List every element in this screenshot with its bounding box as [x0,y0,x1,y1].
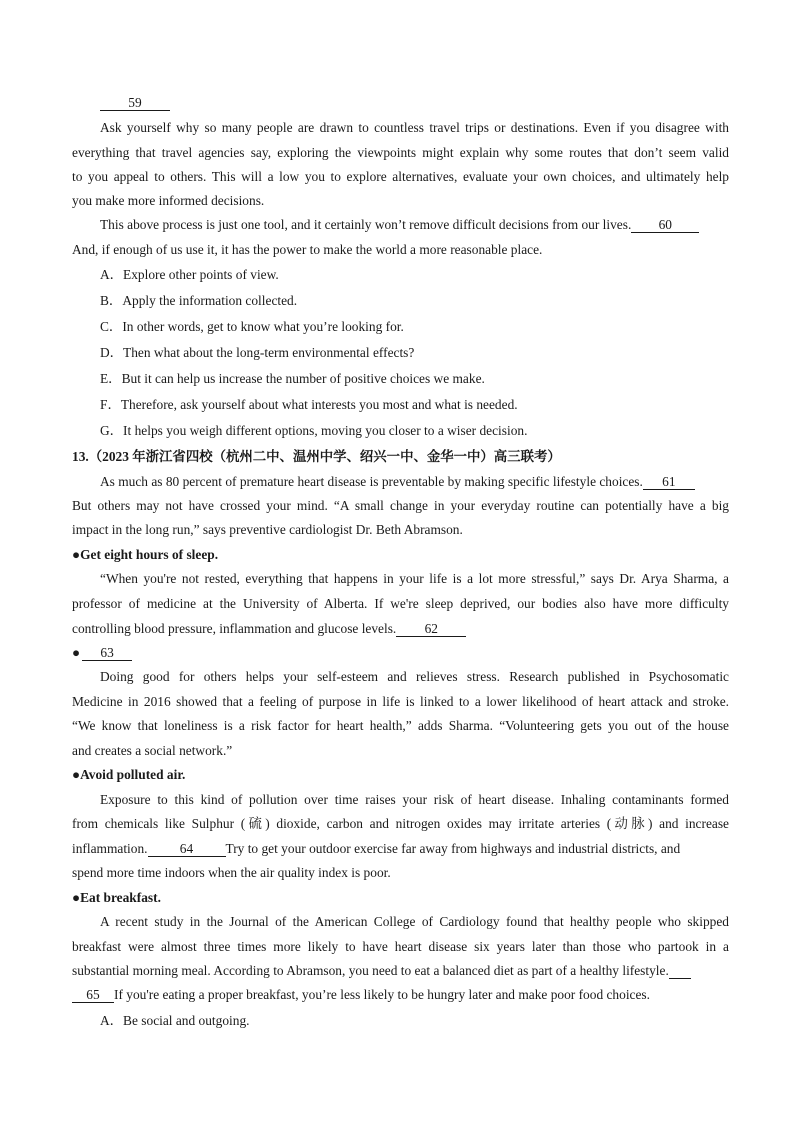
paragraph-line: to you appeal to others. This will a low you to explore alternatives, evaluate your own choices, and ultimately help [72,169,729,184]
paragraph-text: inflammation. [72,841,148,856]
paragraph-line [72,621,729,637]
option-d: D．Then what about the long-term environmental effects? [100,345,415,360]
paragraph-line [100,474,740,490]
paragraph-line: spend more time indoors when the air quality index is poor. [72,865,391,880]
paragraph-line [72,963,732,979]
paragraph-text: controlling blood pressure, inflammation and glucose levels. [72,621,397,636]
paragraph-line: “We know that loneliness is a risk factor for heart health,” adds Sharma. “Volunteering gets you out of the house [72,718,729,733]
blank-62: 62 [396,622,466,637]
section-heading [72,645,729,661]
bullet: ● [72,645,81,660]
paragraph-text: As much as 80 percent of premature heart disease is preventable by making specific lifestyle choices. [100,474,643,489]
blank-60: 60 [631,218,699,233]
paragraph-text: This above process is just one tool, and it certainly won’t remove difficult decisions from our lives. [100,217,632,232]
paragraph-line: everything that travel agencies say, exploring the viewpoints might explain why some routes that don’t seem valid [72,145,729,160]
paragraph-text: substantial morning meal. According to Abramson, you need to eat a balanced diet as part of a healthy lifestyle. [72,963,669,978]
paragraph-line: and creates a social network.” [72,743,233,758]
blank-63: 63 [82,646,132,661]
blank-61: 61 [643,475,695,490]
option-a: A．Explore other points of view. [100,267,279,282]
paragraph-line [100,217,760,233]
paragraph-line: Doing good for others helps your self-esteem and relieves stress. Research published in Psychosomatic [100,669,729,684]
section-heading: ●Avoid polluted air. [72,767,186,782]
paragraph-line: But others may not have crossed your mind. “A small change in your everyday routine can potentially have a big [72,498,729,513]
blank-59: 59 [100,96,170,111]
option-c: C．In other words, get to know what you’re looking for. [100,319,404,334]
blank-64: 64 [148,842,226,857]
paragraph-line: you make more informed decisions. [72,193,265,208]
paragraph-line: impact in the long run,” says preventive cardiologist Dr. Beth Abramson. [72,522,463,537]
paragraph-line [72,841,729,857]
option-g: G．It helps you weigh different options, moving you closer to a wiser decision. [100,423,528,438]
paragraph-text: If you're eating a proper breakfast, you’re less likely to be hungry later and make poor food choices. [114,987,650,1002]
paragraph-line: professor of medicine at the University of Alberta. If we're sleep deprived, our bodies also have more difficulty [72,596,729,611]
paragraph-text: Try to get your outdoor exercise far away from highways and industrial districts, and [225,841,681,856]
section-heading: ●Eat breakfast. [72,890,161,905]
paragraph-line: Medicine in 2016 showed that a feeling of purpose in life is linked to a lower likelihood of heart attack and stroke. [72,694,729,709]
paragraph-line: from chemicals like Sulphur (硫) dioxide, carbon and nitrogen oxides may irritate arteries (动脉) and increase [72,816,729,831]
option-e: E．But it can help us increase the number of positive choices we make. [100,371,485,386]
paragraph-line: A recent study in the Journal of the American College of Cardiology found that healthy people who skipped [100,914,729,929]
option-f: F．Therefore, ask yourself about what interests you most and what is needed. [100,397,518,412]
paragraph-line: breakfast were almost three times more likely to have heart disease six years later than those who partook in a [72,939,729,954]
paragraph-line: “When you're not rested, everything that happens in your life is a lot more stressful,” says Dr. Arya Sharma, a [100,571,729,586]
blank-65: 65 [72,988,114,1003]
paragraph-line: Ask yourself why so many people are drawn to countless travel trips or destinations. Even if you disagree with [100,120,729,135]
blank-65-start [669,964,691,979]
paragraph-line [72,987,729,1003]
option-b: B．Apply the information collected. [100,293,298,308]
blank-59-line [100,95,757,111]
paragraph-line: Exposure to this kind of pollution over time raises your risk of heart disease. Inhaling contaminants formed [100,792,729,807]
question-heading: 13.（2023 年浙江省四校（杭州二中、温州中学、绍兴一中、金华一中）高三联考） [72,449,561,464]
section-heading: ●Get eight hours of sleep. [72,547,219,562]
option-a: A．Be social and outgoing. [100,1013,250,1028]
paragraph-line: And, if enough of us use it, it has the power to make the world a more reasonable place. [72,242,543,257]
